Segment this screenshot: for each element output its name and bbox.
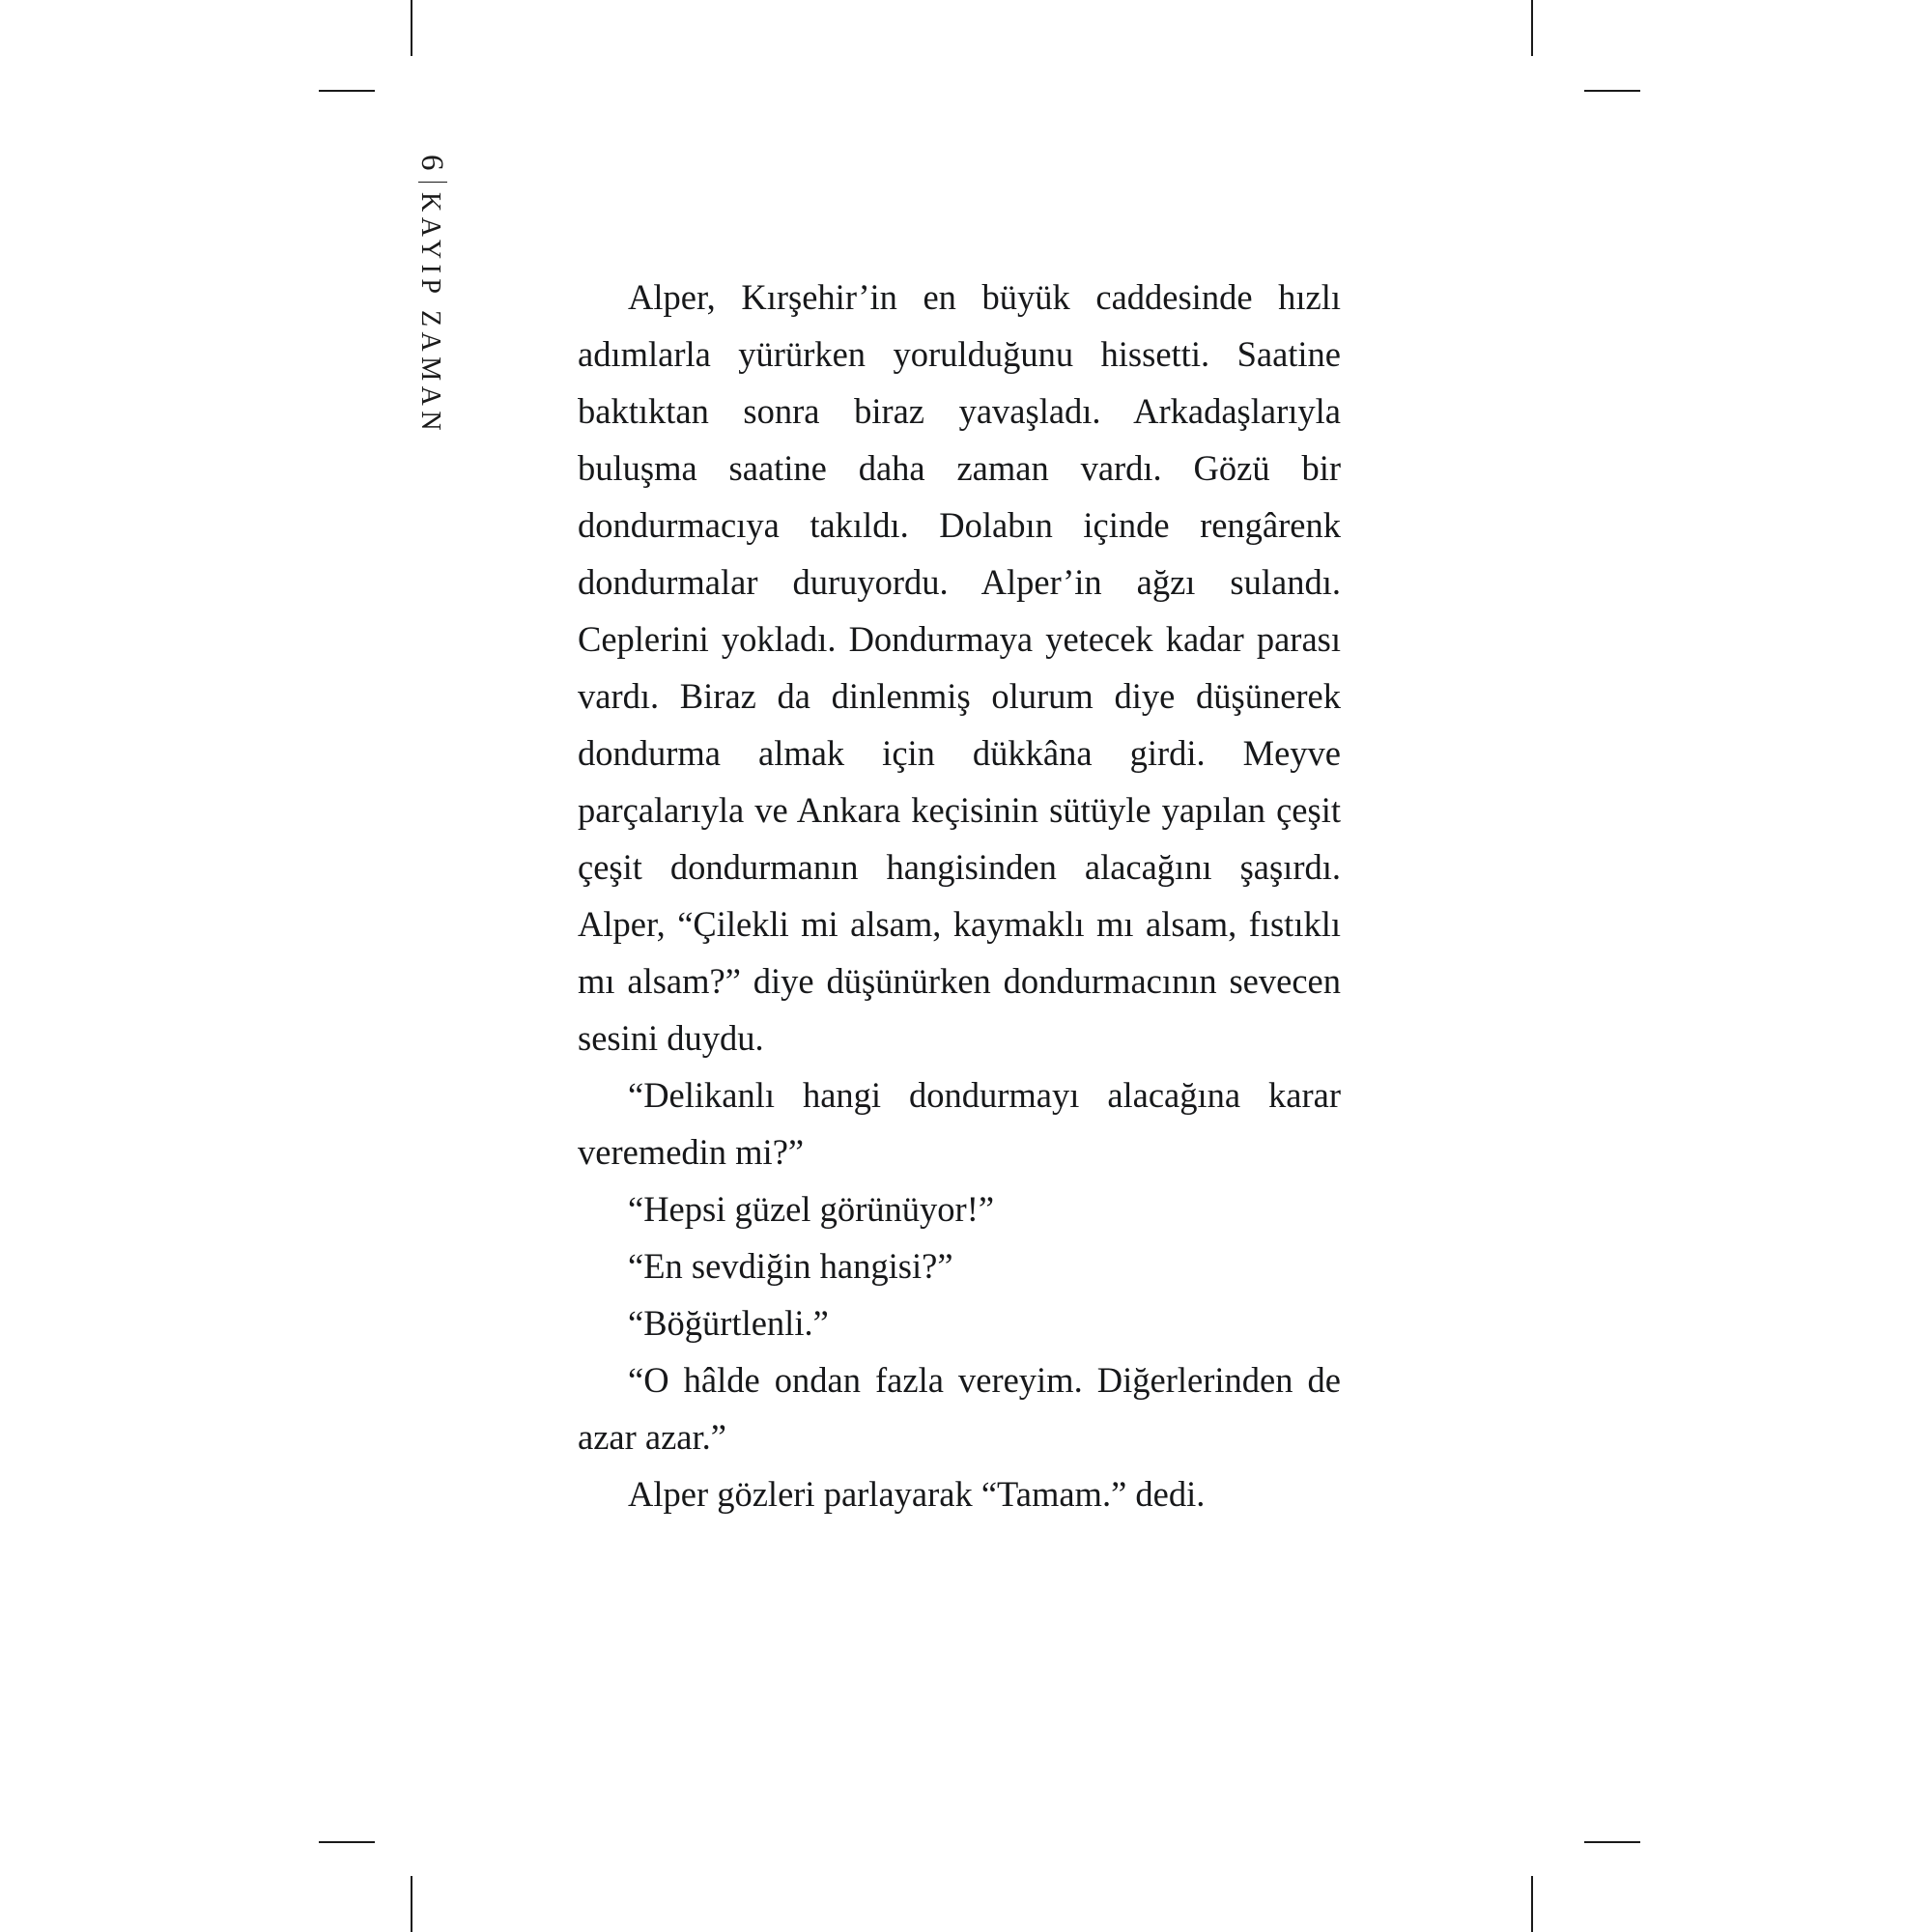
crop-mark-top-right-horizontal	[1584, 90, 1640, 92]
paragraph: “Hepsi güzel görünüyor!”	[628, 1189, 995, 1229]
paragraph: “Delikanlı hangi dondurmayı alacağına karar veremedin mi?”	[578, 1075, 1341, 1172]
body-text-column	[578, 269, 1341, 1522]
paragraph: “Böğürtlenli.”	[628, 1303, 829, 1343]
crop-mark-top-left-vertical	[411, 0, 412, 56]
paragraph: Alper, Kırşehir’in en büyük caddesinde hızlı adımlarla yürürken yorulduğunu hissetti. Saatine baktıktan sonra biraz yavaşladı. Arkadaşlarıyla buluşma saatine daha zaman vardı. Gözü bir dondurmacıya takıldı. Dolabın içinde rengârenk dondurmalar duruyordu. Alper’in ağzı sulandı. Ceplerini yokladı. Dondurmaya yetecek kadar parası vardı. Biraz da dinlenmiş olurum diye düşünerek dondurma almak için dükkâna girdi. Meyve parçalarıyla ve Ankara keçisinin sütüyle yapılan çeşit çeşit dondurmanın hangisinden alacağını şaşırdı. Alper, “Çilekli mi alsam, kaymaklı mı alsam, fıstıklı mı alsam?” diye düşünürken dondurmacının sevecen sesini duydu.	[578, 277, 1341, 1058]
crop-mark-bottom-right-horizontal	[1584, 1841, 1640, 1843]
page-number: 6	[414, 155, 449, 172]
paragraph: Alper gözleri parlayarak “Tamam.” dedi.	[628, 1474, 1206, 1514]
paragraph: “En sevdiğin hangisi?”	[628, 1246, 953, 1286]
crop-mark-bottom-left-horizontal	[319, 1841, 375, 1843]
running-head	[415, 155, 473, 560]
running-head-divider	[418, 182, 447, 184]
book-title: KAYIP ZAMAN	[415, 192, 445, 437]
crop-mark-bottom-left-vertical	[411, 1876, 412, 1932]
paragraph: “O hâlde ondan fazla vereyim. Diğerlerinden de azar azar.”	[578, 1360, 1341, 1457]
crop-mark-bottom-right-vertical	[1531, 1876, 1533, 1932]
crop-mark-top-left-horizontal	[319, 90, 375, 92]
crop-mark-top-right-vertical	[1531, 0, 1533, 56]
